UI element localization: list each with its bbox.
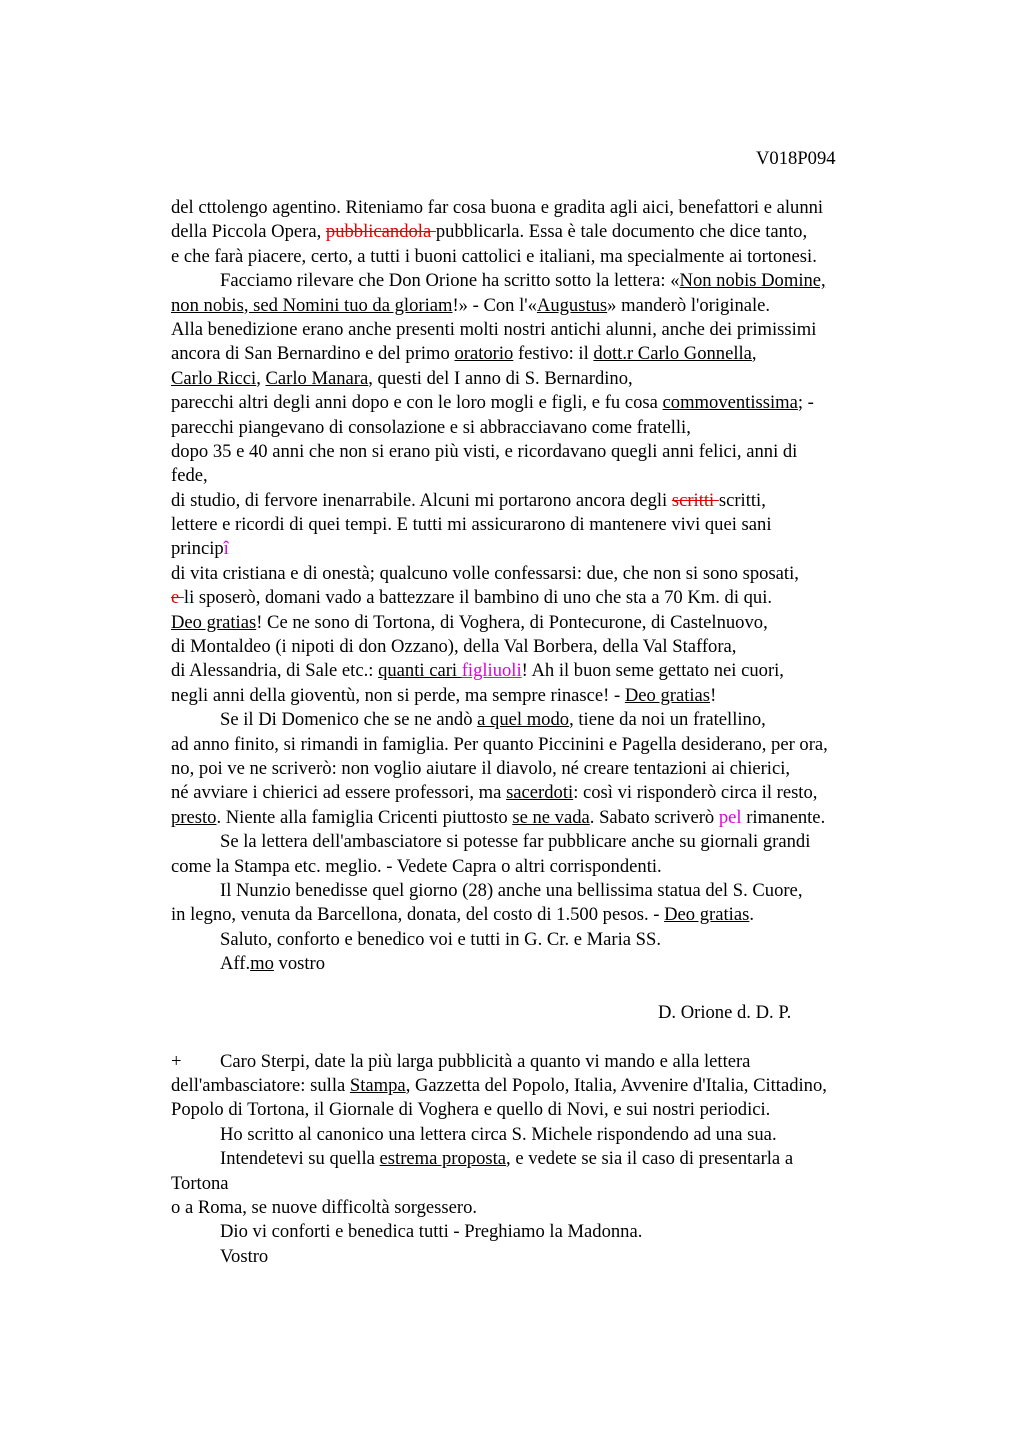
text-segment: dell'ambasciatore: sulla: [171, 1075, 350, 1097]
text-line: [171, 635, 911, 659]
postscript: [171, 1050, 911, 1270]
text-line: [171, 586, 911, 610]
text-line: [171, 684, 911, 708]
text-segment: o a Roma, se nuove difficoltà sorgessero.: [171, 1197, 478, 1219]
underlined-text: estrema proposta: [379, 1148, 507, 1170]
text-segment: negli anni della gioventù, non si perde, ma sempre rinasce! -: [171, 684, 625, 706]
text-line: [171, 537, 911, 561]
text-line: [171, 294, 911, 318]
deleted-text: scritti: [671, 489, 719, 511]
text-line: [171, 416, 911, 440]
text-segment: del cttolengo agentino. Riteniamo far cosa buona e gradita agli aici, benefattori e alunni: [171, 197, 824, 218]
text-segment: » manderò l'originale.: [607, 294, 771, 316]
text-segment: di vita cristiana e di onestà; qualcuno volle confessarsi: due, che non si sono sposati,: [171, 562, 799, 584]
text-segment: . Niente alla famiglia Cricenti piuttosto: [216, 806, 513, 828]
text-line: [171, 318, 911, 342]
text-segment: Alla benedizione erano anche presenti molti nostri antichi alunni, anche dei primissimi: [171, 318, 817, 340]
text-segment: Ho scritto al canonico una lettera circa S. Michele rispondendo ad una sua.: [220, 1123, 777, 1145]
text-segment: della Piccola Opera,: [171, 221, 326, 243]
text-line: [171, 1172, 911, 1196]
text-segment: princip: [171, 538, 224, 560]
text-segment: .: [749, 904, 754, 926]
text-line: [171, 562, 911, 586]
text-line: [171, 245, 911, 269]
underlined-text: Augustus: [536, 294, 608, 316]
text-line: [171, 1245, 911, 1269]
text-line: [171, 220, 911, 244]
text-segment: Saluto, conforto e benedico voi e tutti in G. Cr. e Maria SS.: [220, 928, 662, 950]
text-segment: scritti,: [718, 489, 766, 511]
text-line: [171, 1196, 911, 1220]
text-segment: Se la lettera dell'ambasciatore si potesse far pubblicare anche su giornali grandi: [220, 831, 811, 853]
text-line: [171, 196, 911, 220]
text-segment: ! Ah il buon seme gettato nei cuori,: [521, 660, 784, 682]
text-line: [171, 855, 911, 879]
text-segment: parecchi altri degli anni dopo e con le loro mogli e figli, e fu cosa: [171, 392, 663, 414]
text-line: [171, 1050, 911, 1074]
text-line: [171, 830, 911, 854]
added-text: figliuoli: [461, 660, 522, 682]
spacer: [171, 977, 911, 1001]
letter-body: [171, 196, 911, 1269]
text-line: [171, 342, 911, 366]
text-segment: come la Stampa etc. meglio. - Vedete Capra o altri corrispondenti.: [171, 855, 662, 877]
text-segment: Vostro: [220, 1245, 269, 1267]
text-line: [171, 806, 911, 830]
text-segment: vostro: [273, 953, 326, 975]
text-segment: . Sabato scriverò: [589, 806, 719, 828]
text-segment: Dio vi conforti e benedica tutti - Preghiamo la Madonna.: [220, 1221, 643, 1243]
text-line: [171, 489, 911, 513]
text-segment: Caro Sterpi, date la più larga pubblicità a quanto vi mando e alla lettera: [220, 1050, 751, 1072]
text-line: [171, 513, 911, 537]
text-segment: ; -: [797, 392, 814, 414]
text-line: [171, 952, 911, 976]
underlined-text: commoventissima: [662, 392, 798, 414]
text-line: [171, 708, 911, 732]
letter-text: [171, 196, 911, 977]
underlined-text: Carlo Manara: [265, 367, 369, 389]
text-segment: ! Ce ne sono di Tortona, di Voghera, di Pontecurone, di Castelnuovo,: [256, 611, 768, 633]
text-segment: Intendetevi su quella: [220, 1148, 380, 1170]
text-segment: di studio, di fervore inenarrabile. Alcuni mi portarono ancora degli: [171, 489, 672, 511]
text-segment: Il Nunzio benedisse quel giorno (28) anche una bellissima statua del S. Cuore,: [220, 879, 803, 901]
text-line: [171, 1147, 911, 1171]
text-segment: Aff.: [220, 953, 251, 975]
text-segment: di Alessandria, di Sale etc.:: [171, 660, 379, 682]
underlined-text: se ne vada: [512, 806, 590, 828]
text-line: [171, 367, 911, 391]
underlined-text: Deo gratias: [624, 684, 711, 706]
text-line: [171, 464, 911, 488]
text-line: [171, 269, 911, 293]
text-segment: , questi del I anno di S. Bernardino,: [368, 367, 633, 389]
text-line: [171, 440, 911, 464]
text-segment: dopo 35 e 40 anni che non si erano più visti, e ricordavano quegli anni felici, anni di: [171, 440, 798, 462]
postscript-mark: +: [171, 1050, 182, 1072]
text-segment: ,: [256, 367, 266, 389]
text-segment: , Gazzetta del Popolo, Italia, Avvenire d'Italia, Cittadino,: [405, 1075, 827, 1097]
deleted-text: e: [171, 587, 184, 609]
text-segment: ,: [751, 343, 757, 365]
text-segment: no, poi ve ne scriverò: non voglio aiutare il diavolo, né creare tentazioni ai chierici,: [171, 757, 791, 779]
text-segment: Tortona: [171, 1172, 229, 1194]
text-line: [171, 659, 911, 683]
underlined-text: Carlo Ricci: [171, 367, 257, 389]
text-segment: !» - Con l'«: [452, 294, 537, 316]
text-segment: ad anno finito, si rimandi in famiglia. Per quanto Piccinini e Pagella desiderano, per ora,: [171, 733, 828, 755]
added-text: î: [223, 538, 229, 560]
text-segment: di Montaldeo (i nipoti di don Ozzano), della Val Borbera, della Val Staffora,: [171, 636, 737, 658]
underlined-text: Deo gratias: [664, 904, 750, 926]
text-line: [171, 1074, 911, 1098]
text-segment: né avviare i chierici ad essere professori, ma: [171, 782, 507, 804]
text-segment: ancora di San Bernardino e del primo: [171, 343, 455, 365]
text-segment: li sposerò, domani vado a battezzare il bambino di uno che sta a 70 Km. di qui.: [183, 587, 773, 609]
text-segment: , tiene da noi un fratellino,: [569, 709, 766, 731]
text-segment: in legno, venuta da Barcellona, donata, del costo di 1.500 pesos. -: [171, 904, 665, 926]
text-segment: rimanente.: [741, 806, 826, 828]
underlined-text: dott.r Carlo Gonnella: [593, 343, 752, 365]
text-line: [171, 391, 911, 415]
underlined-text: Stampa: [349, 1075, 406, 1097]
text-line: [171, 928, 911, 952]
text-segment: : così vi risponderò circa il resto,: [573, 782, 818, 804]
underlined-text: Deo gratias: [171, 611, 257, 633]
text-line: [171, 781, 911, 805]
text-line: [171, 733, 911, 757]
text-segment: !: [710, 684, 717, 706]
text-line: [171, 1123, 911, 1147]
text-segment: fede,: [171, 465, 208, 487]
text-line: [171, 757, 911, 781]
text-segment: festivo: il: [513, 343, 594, 365]
underlined-text: Non nobis Domine,: [679, 270, 826, 292]
spacer: [171, 1025, 911, 1049]
signature: D. Orione d. D. P.: [658, 1001, 792, 1023]
text-line: [171, 879, 911, 903]
underlined-text: quanti cari: [378, 660, 462, 682]
text-segment: Facciamo rilevare che Don Orione ha scritto sotto la lettera: «: [220, 270, 680, 292]
text-segment: Se il Di Domenico che se ne andò: [220, 709, 478, 731]
text-line: [171, 1220, 911, 1244]
text-segment: e che farà piacere, certo, a tutti i buoni cattolici e italiani, ma specialmente ai tortonesi.: [171, 245, 817, 267]
underlined-text: a quel modo: [477, 709, 570, 731]
text-segment: , e vedete se sia il caso di presentarla a: [506, 1148, 794, 1170]
text-line: [171, 611, 911, 635]
text-segment: Popolo di Tortona, il Giornale di Voghera e quello di Novi, e sui nostri periodici.: [171, 1099, 771, 1121]
added-text: pel: [718, 806, 742, 828]
deleted-text: pubblicandola: [325, 221, 436, 243]
underlined-text: mo: [250, 953, 274, 975]
text-line: [171, 903, 911, 927]
text-segment: lettere e ricordi di quei tempi. E tutti mi assicurarono di mantenere vivi quei sani: [171, 514, 772, 536]
page-number: V018P094: [756, 148, 836, 169]
text-segment: parecchi piangevano di consolazione e si abbracciavano come fratelli,: [171, 416, 691, 438]
text-line: [171, 1098, 911, 1122]
underlined-text: non nobis, sed Nomini tuo da gloriam: [171, 294, 453, 316]
underlined-text: presto: [171, 806, 217, 828]
text-segment: pubblicarla. Essa è tale documento che dice tanto,: [435, 221, 808, 243]
underlined-text: sacerdoti: [506, 782, 574, 804]
underlined-text: oratorio: [454, 343, 514, 365]
